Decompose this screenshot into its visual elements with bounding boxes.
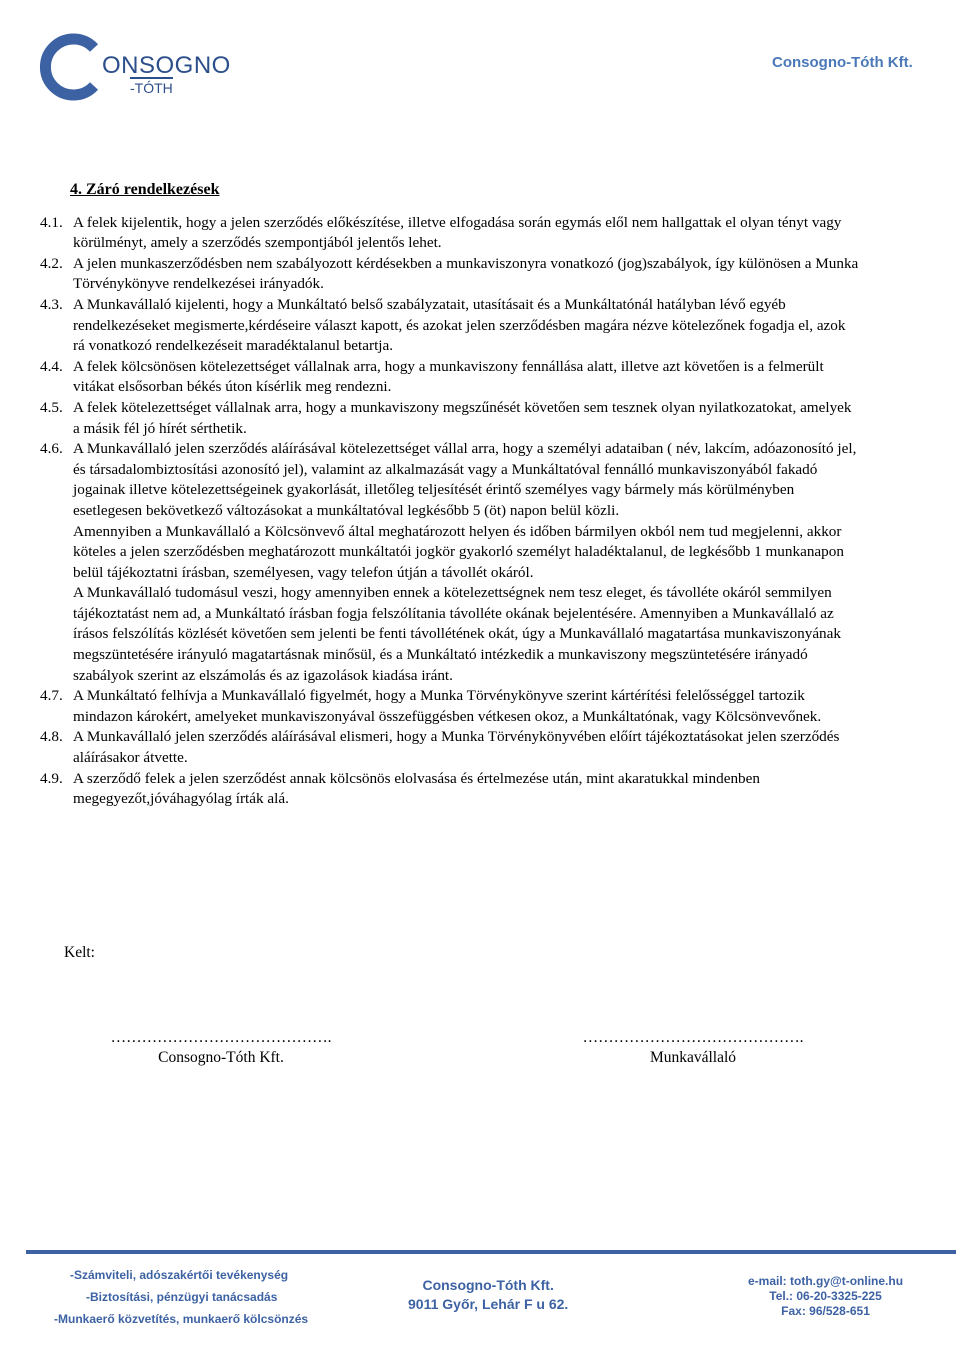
clause-number: 4.9. bbox=[40, 769, 63, 787]
logo-word: ONSOGNO bbox=[102, 52, 231, 79]
signature-employee bbox=[538, 1028, 848, 1068]
clause-number: 4.6. bbox=[40, 440, 63, 458]
clause-item bbox=[40, 254, 860, 295]
clause-number: 4.1. bbox=[40, 213, 63, 231]
footer-contact bbox=[748, 1274, 903, 1319]
sections-list bbox=[40, 213, 860, 810]
kelt-label: Kelt: bbox=[64, 944, 95, 961]
footer-phone: Tel.: 06-20-3325-225 bbox=[769, 1289, 882, 1303]
clause-text: A felek kötelezettséget vállalnak arra, hogy a munkaviszony megszűnését követően sem tesznek olyan nyilatkozatokat, amelyek a másik fél jó hírét sérthetik. bbox=[73, 398, 852, 437]
clause-number: 4.2. bbox=[40, 254, 63, 272]
footer-street: 9011 Győr, Lehár F u 62. bbox=[408, 1296, 569, 1312]
footer-company: Consogno-Tóth Kft. bbox=[422, 1277, 554, 1293]
clause-text: A Munkavállaló jelen szerződés aláírásával kötelezettséget vállal arra, hogy a személyi adataiban ( név, lakcím, adóazonosító jel, és társadalombiztosítási azonosító jel), valamint az alkalmazását vagy a Munkáltatóval fennálló munkaviszonyából fakadó jogainak illetve kötelezettségeinek gyakorlását, illetőleg teljesítését érintő személyes vagy bármely más körülményben esetlegesen bekövetkező változásokat a munkáltatóval legkésőbb 5 (öt) napon belül közli. bbox=[73, 440, 857, 519]
logo-sub: -TÓTH bbox=[130, 77, 173, 96]
clause-text: A jelen munkaszerződésben nem szabályozott kérdésekben a munkaviszonyra vonatkozó (jog)szabályok, így különösen a Munka Törvénykönyve rendelkezései irányadók. bbox=[73, 254, 859, 293]
clause-text: A Munkáltató felhívja a Munkavállaló figyelmét, hogy a Munka Törvénykönyve szerint kártérítési felelősséggel tartozik mindazon károkért, amelyeket munkaviszonyával összefüggésben vétkesen okoz, a Munkáltatónak, vagy Kölcsönvevőnek. bbox=[73, 687, 822, 725]
clause-text: A felek kölcsönösen kötelezettséget vállalnak arra, hogy a munkaviszony fennállása alatt, illetve azt követően is a felmerült vitákat elsősorban békés úton kísérlik meg rendezni. bbox=[73, 357, 824, 396]
signature-name: Consogno-Tóth Kft. bbox=[158, 1049, 284, 1066]
company-logo bbox=[36, 32, 231, 102]
footer-address bbox=[408, 1276, 568, 1314]
clause-text: A Munkavállaló kijelenti, hogy a Munkáltató belső szabályzatait, utasításait és a Munkáltatónál hatályban lévő egyéb rendelkezéseket megismerte,kérdéseire választ kapott, és azokat jelen szerződésben magára nézve kötelezőnek fogadja el, azok rá vonatkozó rendelkezéseit maradéktalanul betartja. bbox=[73, 295, 846, 355]
footer-service-2: -Biztosítási, pénzügyi tanácsadás bbox=[86, 1290, 278, 1304]
clause-item bbox=[40, 769, 860, 810]
clause-number: 4.7. bbox=[40, 687, 63, 705]
clause-text: A felek kijelentik, hogy a jelen szerződés előkészítése, illetve elfogadása során egymás elől nem hallgattak el olyan tényt vagy körülményt, amely a szerződés szempontjából jelentős lehet. bbox=[73, 213, 842, 252]
clause-number: 4.8. bbox=[40, 728, 63, 746]
signature-line: ……………………………………. bbox=[110, 1029, 332, 1046]
clause-number: 4.3. bbox=[40, 295, 63, 313]
signature-line: ……………………………………. bbox=[582, 1029, 804, 1046]
clause-text: A szerződő felek a jelen szerződést annak kölcsönös elolvasása és értelmezése után, mint akaratukkal mindenben megegyezőt,jóváhagyólag írták alá. bbox=[73, 769, 760, 808]
clause-item bbox=[40, 439, 860, 686]
clause-number: 4.4. bbox=[40, 357, 63, 375]
signature-name: Munkavállaló bbox=[649, 1049, 737, 1066]
clause-item bbox=[40, 295, 860, 357]
clause-number: 4.5. bbox=[40, 398, 63, 416]
section-heading: 4. Záró rendelkezések bbox=[70, 181, 220, 198]
signature-employer bbox=[76, 1028, 366, 1068]
clause-item bbox=[40, 686, 860, 727]
footer-email[interactable]: e-mail: toth.gy@t-online.hu bbox=[748, 1274, 904, 1288]
footer-divider bbox=[26, 1250, 956, 1254]
logo-c-icon bbox=[36, 32, 106, 102]
clause-item bbox=[40, 213, 860, 254]
clause-item bbox=[40, 398, 860, 439]
clause-text: A Munkavállaló jelen szerződés aláírásával elismeri, hogy a Munka Törvénykönyvében előírt tájékoztatásokat jelen szerződés aláírásakor átvette. bbox=[73, 728, 840, 767]
footer-fax: Fax: 96/528-651 bbox=[781, 1304, 870, 1318]
clause-item bbox=[40, 727, 860, 768]
clause-item bbox=[40, 357, 860, 398]
clause-text: Amennyiben a Munkavállaló a Kölcsönvevő által meghatározott helyen és időben bármilyen okból nem tud megjelenni, akkor köteles a jelen szerződésben meghatározott munkáltatói jogkör gyakorló személyt haladéktalanul, de legkésőbb 1 munkanapon belül tájékoztatni írásban, személyesen, vagy telefon útján a távollét okáról. bbox=[73, 522, 844, 581]
footer-service-3: -Munkaerő közvetítés, munkaerő kölcsönzés bbox=[54, 1312, 309, 1326]
document-body bbox=[40, 180, 860, 810]
header-company-name: Consogno-Tóth Kft. bbox=[772, 54, 913, 71]
footer-service-1: -Számviteli, adószakértői tevékenység bbox=[70, 1268, 289, 1282]
clause-text: A Munkavállaló tudomásul veszi, hogy amennyiben ennek a kötelezettségnek nem tesz eleget, és távolléte okáról semmilyen tájékoztatást nem ad, a Munkáltató írásban fogja felszólítania távolléte okának bejelentésére. Amennyiben a Munkavállaló az írásos felszólítás közlését követően sem jelenti be fenti távollétének okát, úgy a Munkavállaló magatartása munkaviszonyának megszüntetésére irányuló magatartásnak minősül, és a Munkáltató intézkedik a munkaviszony megszüntetésére irányadó szabályok szerint az elszámolás és az igazolások kiadása iránt. bbox=[73, 584, 841, 684]
